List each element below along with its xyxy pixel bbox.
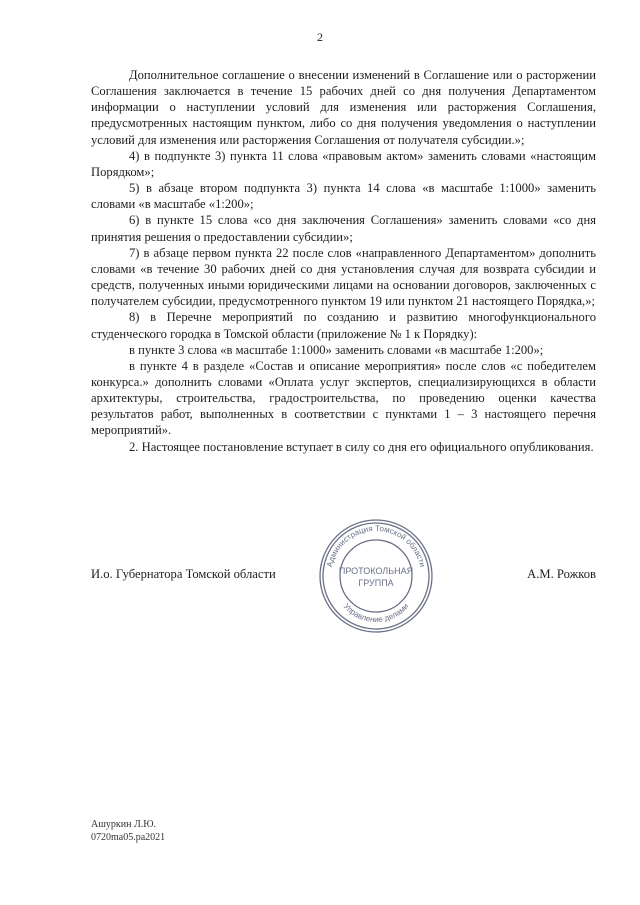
official-stamp bbox=[317, 517, 435, 635]
footer-doc-code: 0720ma05.pa2021 bbox=[91, 832, 166, 843]
stamp-center-line1: ПРОТОКОЛЬНАЯ bbox=[338, 566, 414, 576]
paragraph-1: Дополнительное соглашение о внесении изменений в Соглашение или о расторжении Соглашения заключается в течение 15 рабочих дней со дня получения Департаментом информации о наступлении условий для изменения или расторжения Соглашения, предусмотренных настоящим пунктом, либо со дня получения уведомления о наступлении условий для изменения или расторжения Соглашения от получателя субсидии.»; bbox=[91, 68, 596, 147]
stamp-ring-top: Администрация Томской области bbox=[324, 523, 428, 568]
signatory-name: А.М. Рожков bbox=[527, 567, 596, 581]
stamp-center-line2: ГРУППА bbox=[358, 578, 394, 588]
footer bbox=[91, 818, 165, 844]
paragraph-6: 8) в Перечне мероприятий по созданию и развитию многофункционального студенческого городка в Томской области (приложение № 1 к Порядку): bbox=[91, 310, 596, 341]
signatory-title: И.о. Губернатора Томской области bbox=[91, 567, 276, 581]
footer-author: Ашуркин Л.Ю. bbox=[91, 819, 157, 830]
page-number: 2 bbox=[317, 30, 323, 44]
document-body bbox=[91, 67, 596, 455]
stamp-ring-bottom: Управление делами bbox=[341, 601, 411, 625]
paragraph-4: 6) в пункте 15 слова «со дня заключения Соглашения» заменить словами «со дня принятия решения о предоставлении субсидии»; bbox=[91, 213, 596, 244]
paragraph-5: 7) в абзаце первом пункта 22 после слов «направленного Департаментом» дополнить словами «в течение 30 рабочих дней со дня установления случая для возврата субсидии и средств, полученных иными юридическими лицами на основании договоров, заключенных с получателем субсидии, предусмотренного пунктом 19 или пунктом 21 настоящего Порядка,»; bbox=[91, 245, 596, 309]
paragraph-8: в пункте 4 в разделе «Состав и описание мероприятия» после слов «с победителем конкурса.» дополнить словами «Оплата услуг экспертов, специализирующихся в области архитектуры, строительства, градостроительства, по проведению оценки качества результатов работ, выполненных в соответствии с пунктами 1 – 3 настоящего перечня мероприятий». bbox=[91, 358, 596, 438]
paragraph-9: 2. Настоящее постановление вступает в силу со дня его официального опубликования. bbox=[129, 439, 594, 454]
paragraph-2: 4) в подпункте 3) пункта 11 слова «правовым актом» заменить словами «настоящим Порядком»; bbox=[91, 148, 596, 179]
paragraph-7: в пункте 3 слова «в масштабе 1:1000» заменить словами «в масштабе 1:200»; bbox=[129, 342, 544, 357]
paragraph-3: 5) в абзаце втором подпункта 3) пункта 14 слова «в масштабе 1:1000» заменить словами «в масштабе «1:200»; bbox=[91, 181, 596, 212]
